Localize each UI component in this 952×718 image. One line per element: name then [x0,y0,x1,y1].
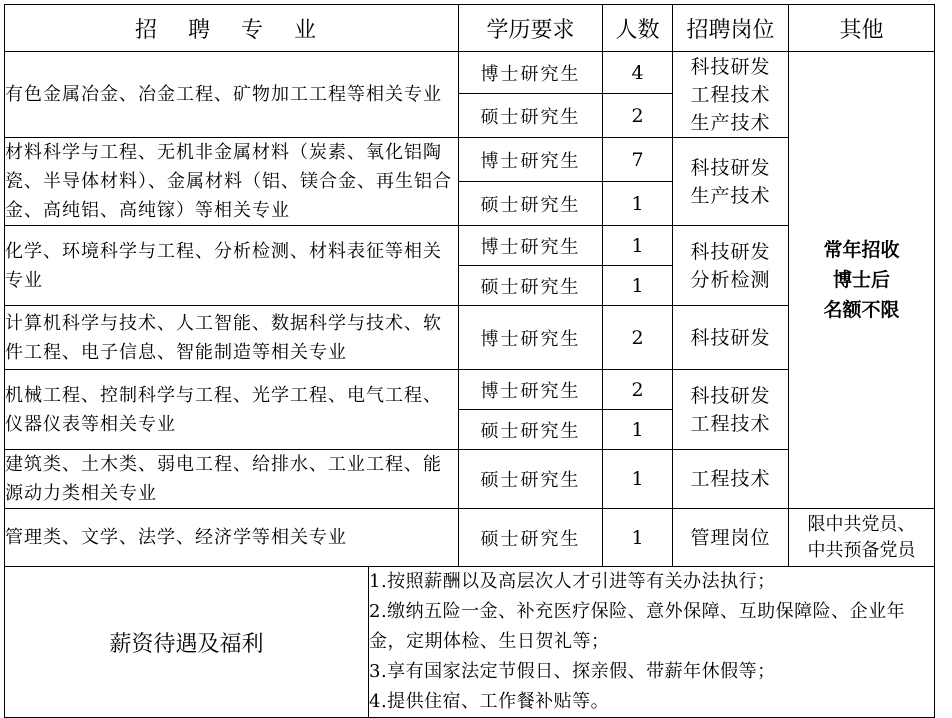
header-count: 人数 [603,5,673,52]
position-line: 生产技术 [690,184,771,207]
header-row [5,5,935,52]
position-cell [673,226,789,306]
recruitment-table [4,4,935,718]
count-cell: 1 [603,410,673,450]
major-cell: 建筑类、土木类、弱电工程、给排水、工业工程、能源动力类相关专业 [5,450,459,509]
requirement-line: 中共预备党员 [807,539,916,561]
header-degree: 学历要求 [459,5,603,52]
position-cell [673,509,789,567]
requirement-line: 限中共党员、 [807,513,916,535]
major-cell: 材料科学与工程、无机非金属材料（炭素、氧化铝陶瓷、半导体材料）、金属材料（铝、镁合金、再生铝合金、高纯铝、高纯镓）等相关专业 [5,138,459,226]
count-cell: 1 [603,266,673,306]
degree-cell: 硕士研究生 [459,450,603,509]
salary-label: 薪资待遇及福利 [5,567,369,718]
count-cell: 1 [603,509,673,567]
degree-cell: 博士研究生 [459,306,603,370]
count-cell: 1 [603,182,673,226]
salary-items [369,567,935,718]
header-major: 招 聘 专 业 [5,5,459,52]
salary-row [5,567,935,718]
position-line: 生产技术 [690,111,771,134]
position-line: 工程技术 [690,412,771,435]
position-line: 工程技术 [690,83,771,106]
position-line: 科技研发 [690,156,771,179]
table-row [5,509,935,567]
postdoc-note [789,52,935,509]
major-cell: 机械工程、控制科学与工程、光学工程、电气工程、仪器仪表等相关专业 [5,370,459,450]
salary-item: 3.享有国家法定节假日、探亲假、带薪年休假等； [369,661,776,682]
position-cell [673,370,789,450]
header-position: 招聘岗位 [673,5,789,52]
degree-cell: 博士研究生 [459,52,603,94]
degree-cell: 博士研究生 [459,138,603,182]
position-line: 管理岗位 [690,526,771,549]
position-line: 科技研发 [690,326,771,349]
major-cell: 化学、环境科学与工程、分析检测、材料表征等相关专业 [5,226,459,306]
degree-cell: 硕士研究生 [459,182,603,226]
major-cell: 管理类、文学、法学、经济学等相关专业 [5,509,459,567]
position-line: 分析检测 [690,268,771,291]
position-line: 科技研发 [690,240,771,263]
salary-item: 2.缴纳五险一金、补充医疗保险、意外保障、互助保障险、企业年金，定期体检、生日贺礼等； [369,601,906,652]
degree-cell: 硕士研究生 [459,509,603,567]
postdoc-line: 博士后 [832,269,890,291]
position-cell [673,52,789,138]
salary-item: 1.按照薪酬以及高层次人才引进等有关办法执行； [369,571,776,592]
degree-cell: 硕士研究生 [459,94,603,138]
position-line: 科技研发 [690,55,771,78]
count-cell: 2 [603,94,673,138]
party-requirement [789,509,935,567]
major-cell: 计算机科学与技术、人工智能、数据科学与技术、软件工程、电子信息、智能制造等相关专业 [5,306,459,370]
table-row [5,52,935,94]
degree-cell: 博士研究生 [459,226,603,266]
degree-cell: 硕士研究生 [459,266,603,306]
count-cell: 2 [603,306,673,370]
count-cell: 4 [603,52,673,94]
major-cell: 有色金属冶金、冶金工程、矿物加工工程等相关专业 [5,52,459,138]
salary-item: 4.提供住宿、工作餐补贴等。 [369,691,610,712]
degree-cell: 硕士研究生 [459,410,603,450]
count-cell: 7 [603,138,673,182]
position-line: 工程技术 [690,468,771,490]
postdoc-line: 常年招收 [823,239,900,261]
count-cell: 1 [603,226,673,266]
position-cell [673,306,789,370]
degree-cell: 博士研究生 [459,370,603,410]
count-cell: 1 [603,450,673,509]
position-cell [673,450,789,509]
header-other: 其他 [789,5,935,52]
position-line: 科技研发 [690,384,771,407]
count-cell: 2 [603,370,673,410]
postdoc-line: 名额不限 [823,299,900,321]
position-cell [673,138,789,226]
